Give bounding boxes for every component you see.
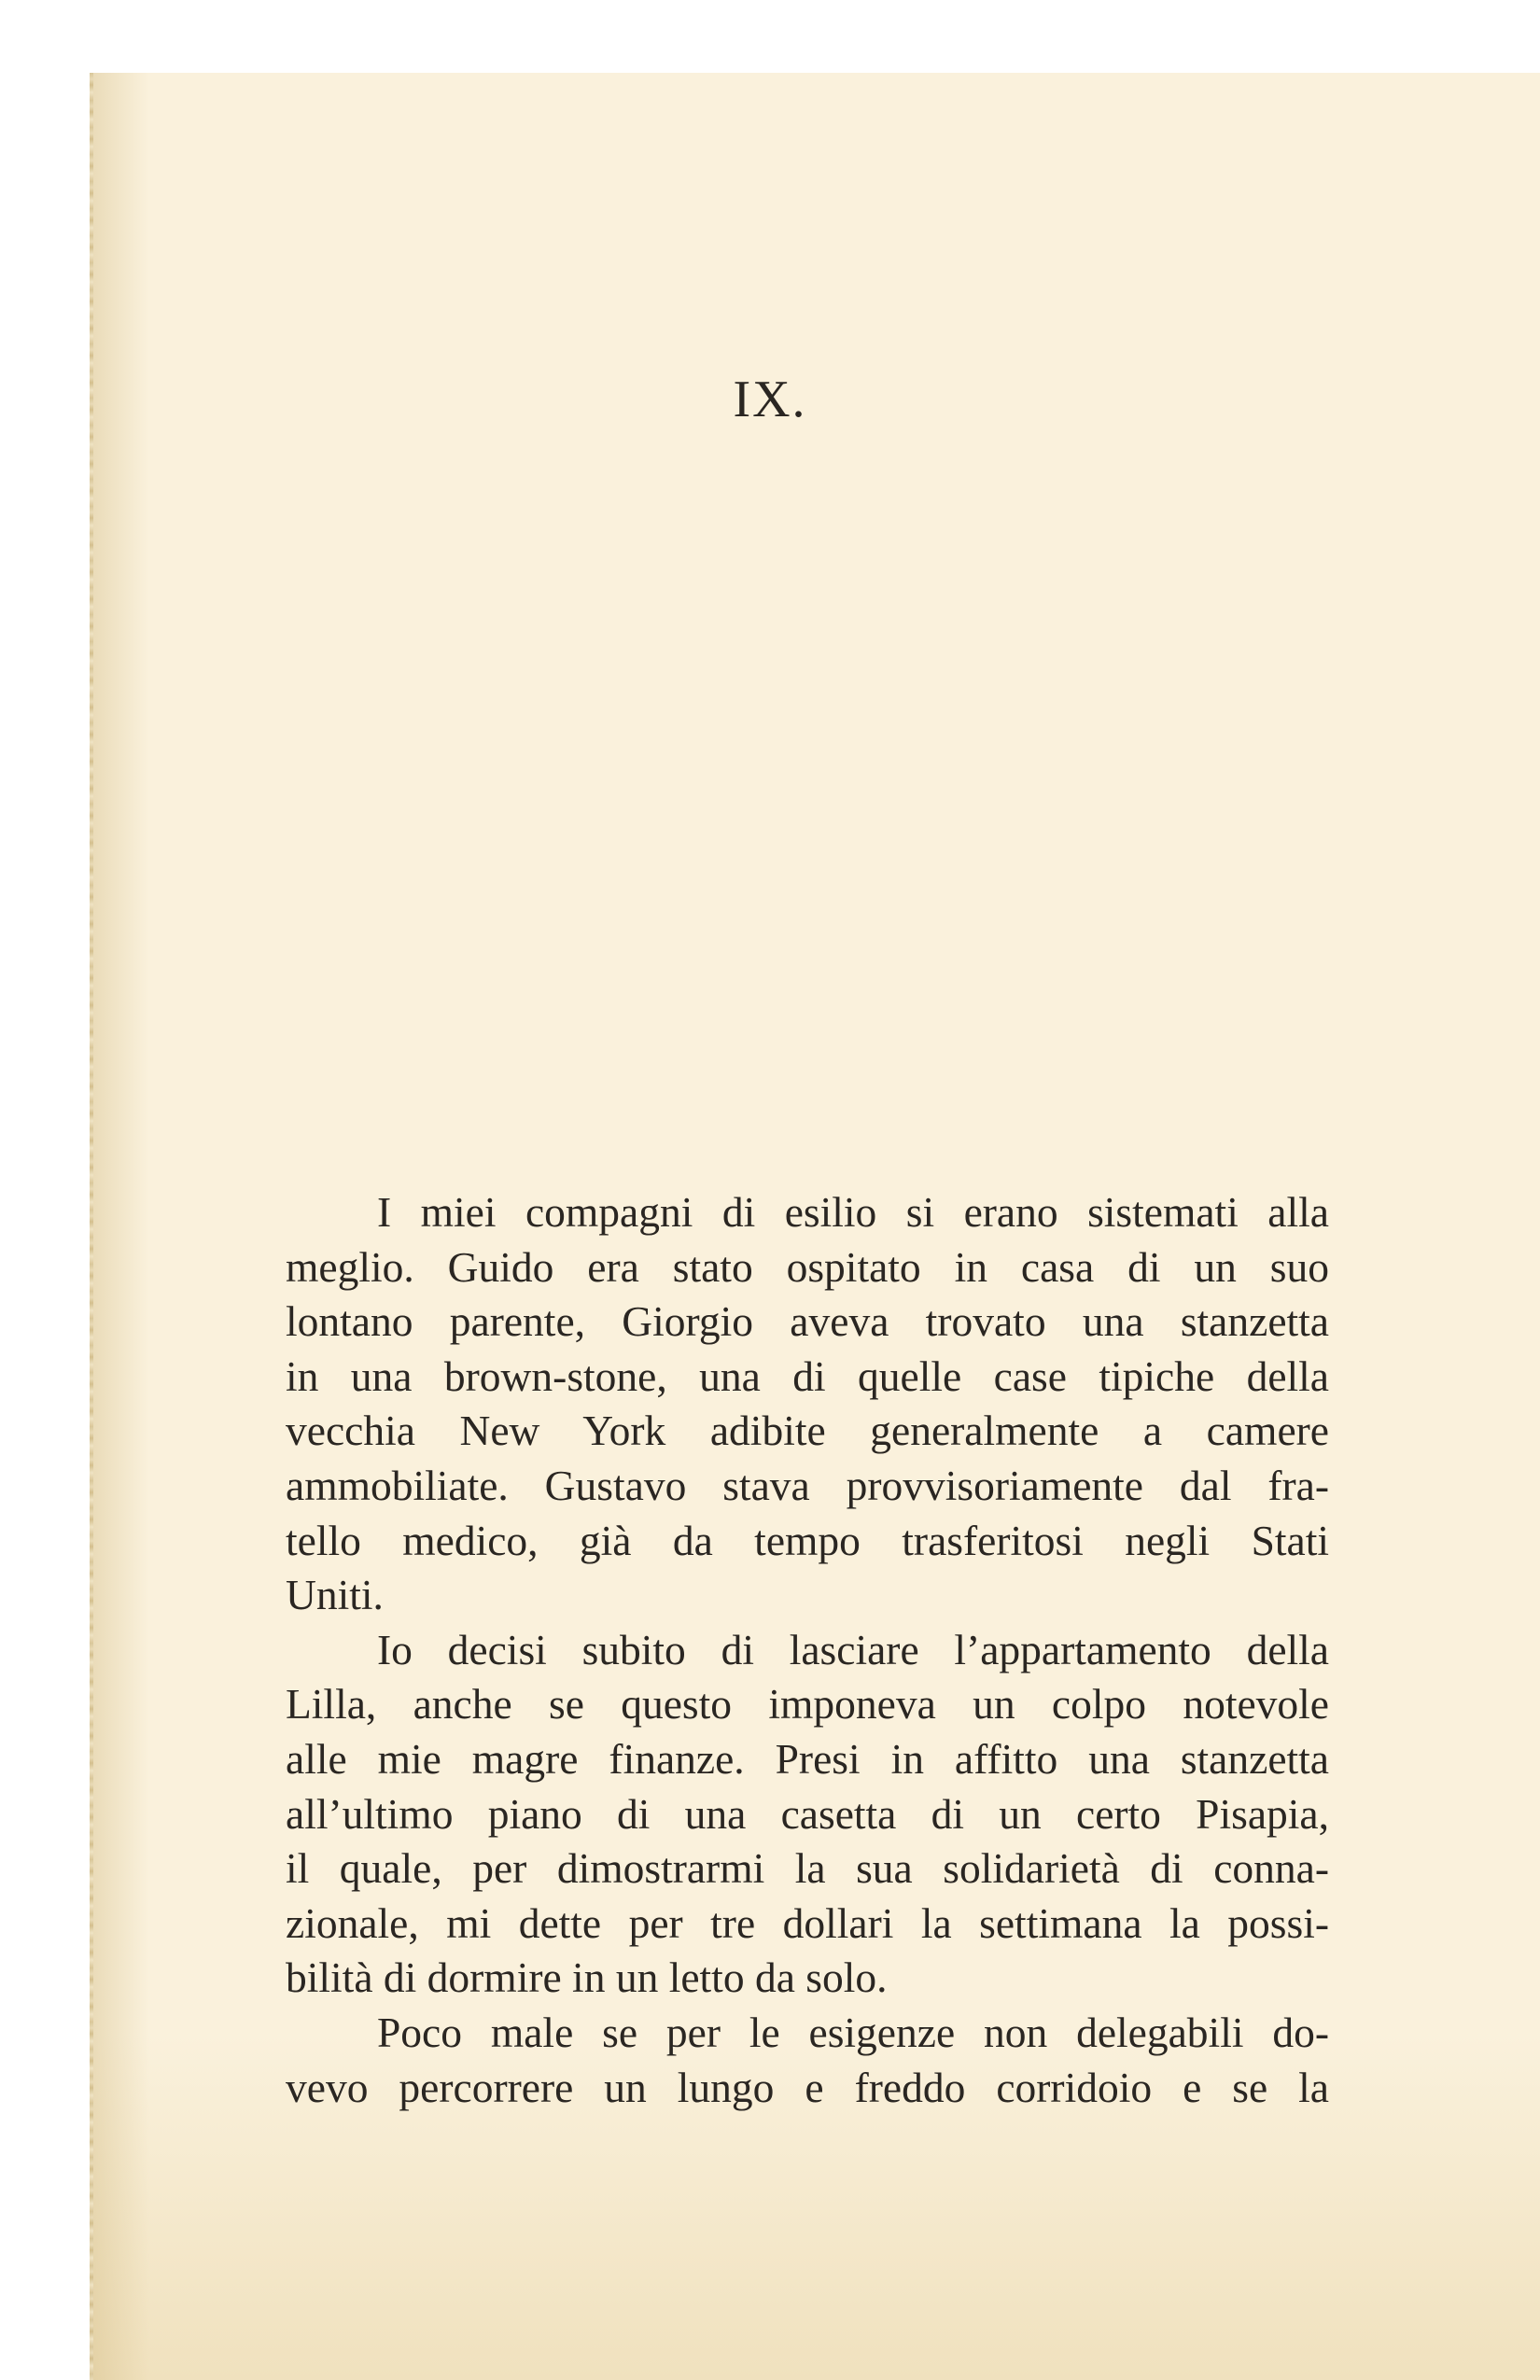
text-line: in una brown-stone, una di quelle case tipiche della — [286, 1351, 1329, 1400]
text-line: alle mie magre finanze. Presi in affitto una stanzetta — [286, 1734, 1329, 1783]
text-line: meglio. Guido era stato ospitato in casa di un suo — [286, 1242, 1329, 1291]
text-line: vecchia New York adibite generalmente a camere — [286, 1407, 1329, 1455]
chapter-heading: IX. — [733, 371, 807, 428]
paragraph-1 — [286, 1185, 1329, 1623]
text-line: Io decisi subito di lasciare l’appartamento della — [377, 1625, 1329, 1673]
body-text — [286, 1185, 1329, 2115]
text-line: Lilla, anche se questo imponeva un colpo notevole — [286, 1680, 1329, 1729]
text-line: tello medico, già da tempo trasferitosi negli Stati — [286, 1516, 1329, 1564]
text-line: il quale, per dimostrarmi la sua solidarietà di conna- — [286, 1844, 1329, 1893]
text-line: all’ultimo piano di una casetta di un certo Pisapia, — [286, 1789, 1329, 1838]
text-line: Poco male se per le esigenze non delegabili do- — [377, 2008, 1329, 2056]
text-line: lontano parente, Giorgio aveva trovato una stanzetta — [286, 1297, 1329, 1346]
text-line: Uniti. — [286, 1571, 384, 1619]
text-line: zionale, mi dette per tre dollari la settimana la possi- — [286, 1898, 1329, 1947]
text-line: I miei compagni di esilio si erano sistemati alla — [377, 1188, 1329, 1236]
paragraph-2 — [286, 1623, 1329, 2006]
text-line: ammobiliate. Gustavo stava provvisoriamente dal fra- — [286, 1461, 1329, 1509]
paragraph-3 — [286, 2006, 1329, 2115]
text-line: bilità di dormire in un letto da solo. — [286, 1953, 888, 2002]
text-line: vevo percorrere un lungo e freddo corridoio e se la — [286, 2063, 1329, 2111]
